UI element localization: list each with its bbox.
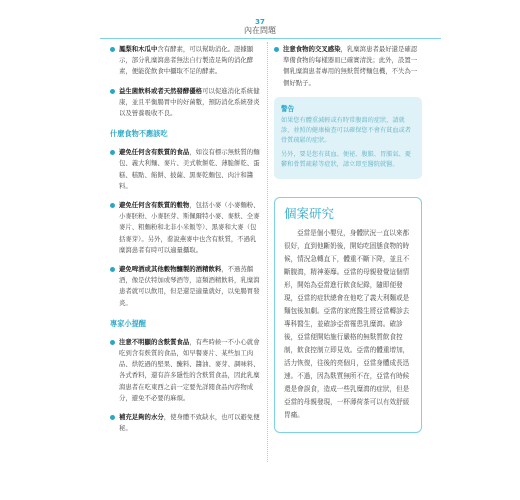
- section-title: 內在問題: [244, 26, 276, 35]
- page-header: [0, 18, 520, 36]
- right-column: [274, 44, 422, 433]
- list-item: 補充足夠的水分，使身體不致缺水，也可以避免便秘。: [110, 412, 260, 434]
- avoid-heading: 什麼食物不應該吃: [110, 129, 168, 139]
- bullet-icon: [110, 47, 115, 52]
- tips-heading: 專家小提醒: [110, 318, 146, 328]
- list-item: 避免啤酒或其他穀物釀製的酒精飲料，不過蒸餾酒，像是伏特加或琴酒等，這類酒精飲料，乳糜瀉患者就可以飲用，但是還是適量就好，以免腸胃發炎。: [110, 264, 260, 309]
- bullet-icon: [110, 415, 115, 420]
- bullet-icon: [274, 47, 279, 52]
- list-item: 注意不明顯的含麩質食品，有些時候一不小心就會吃到含有麩質的食品，如早餐麥片、某些加工肉品、烘乾過的堅果、醃料、醬油、麥芽、調味料、各式香料，還有許多隱性的含麩質食品，因此乳糜瀉患者在吃東西之前一定要先詳閱食品內容物成分，避免不必要的麻煩。: [110, 337, 260, 404]
- warning-paragraph: 如果您有體重減輕或有時常腹瀉的症狀，請就診，並照的健康檢查可以確保您不會有貧血或者骨質疏鬆的症狀。: [281, 116, 411, 145]
- bullet-icon: [110, 340, 115, 345]
- list-item: 鳳梨和木瓜中含有酵素，可以幫助消化。證據顯示，部分乳糜瀉患者無法自行製造足夠的消化酵素，便能從飲食中攝取不足的酵素。: [110, 44, 260, 78]
- warning-box: [274, 97, 422, 179]
- bullet-icon: [110, 89, 115, 94]
- header-rule: [100, 38, 441, 39]
- bullet-icon: [110, 203, 115, 208]
- left-column: [110, 44, 260, 442]
- bullet-icon: [110, 267, 115, 272]
- list-item: 益生菌飲料或者天然發酵優格可以促進消化系統健康，並且平衡腸胃中的好菌數，預防消化系統發炎以及營養吸收不良。: [110, 86, 260, 120]
- list-item: 避免任何含有麩質的食品，如沒有標示無麩質的麵包、義大利麵、麥片、美式軟餅乾、薄脆餅乾、蛋糕、糕點、餡餅、披薩、黑麥乾麵包、肉汁和醬料。: [110, 147, 260, 192]
- case-study-box: [274, 197, 422, 433]
- column-divider: [267, 42, 268, 462]
- bullet-icon: [110, 150, 115, 155]
- warning-title: 警告: [281, 104, 295, 113]
- list-item: 避免任何含有麩質的穀物，包括小麥（小麥麵粉、小麥胚粉、小麥胚芽、斯佩爾特小麥、麥麩、全麥麥片、粗麵粉和北非小米飯等）、黑麥和大麥（包括麥芽）。另外，蕎說燕麥中也含有麩質，不過乳糜瀉患者有時可以適量攝取。: [110, 200, 260, 256]
- case-study-body: 亞當是個小嬰兒，身體狀況一直以來都很好，直到他斷奶後，開始吃固態食物的時候，情況急轉直下，體重不斷下降，並且不斷腹瀉，精神萎靡。亞當的母親發覺這個情形，開始為亞當進行飲食紀錄，隨即便發現，亞當的症狀總會在他吃了義大利麵或是麵包後加劇。亞當的家庭醫生將亞當轉診去專科醫生，並確診亞當罹患乳糜瀉。確診後，亞當便開始施行嚴格的無麩質飲食控制，飲食控制立即見效。亞當的體重增加，活力恢復，往後的亮個月，亞當身體成長迅速。不過，因為麩質無所不在，亞當有時候還是會誤食，造成一些乳糜瀉的症狀，但是亞當的母親發現，一杯薄荷茶可以有效舒緩胃痛。: [284, 229, 410, 420]
- warning-paragraph: 另外，要是您有貧血、便祕、腹脹、胃脹氣、憂鬱和骨質疏鬆等症狀，請立即至醫院就醫。: [281, 150, 411, 168]
- case-study-title: 個案研究: [284, 206, 335, 222]
- list-item: 注意食物的交叉感染，乳糜瀉患者最好還是確認準備食物的每樣器皿已確實清洗；此外，設置一個乳糜瀉患者專用的無麩質烤麵包機，不失為一個好點子。: [274, 44, 422, 89]
- page-number: 37: [255, 18, 265, 26]
